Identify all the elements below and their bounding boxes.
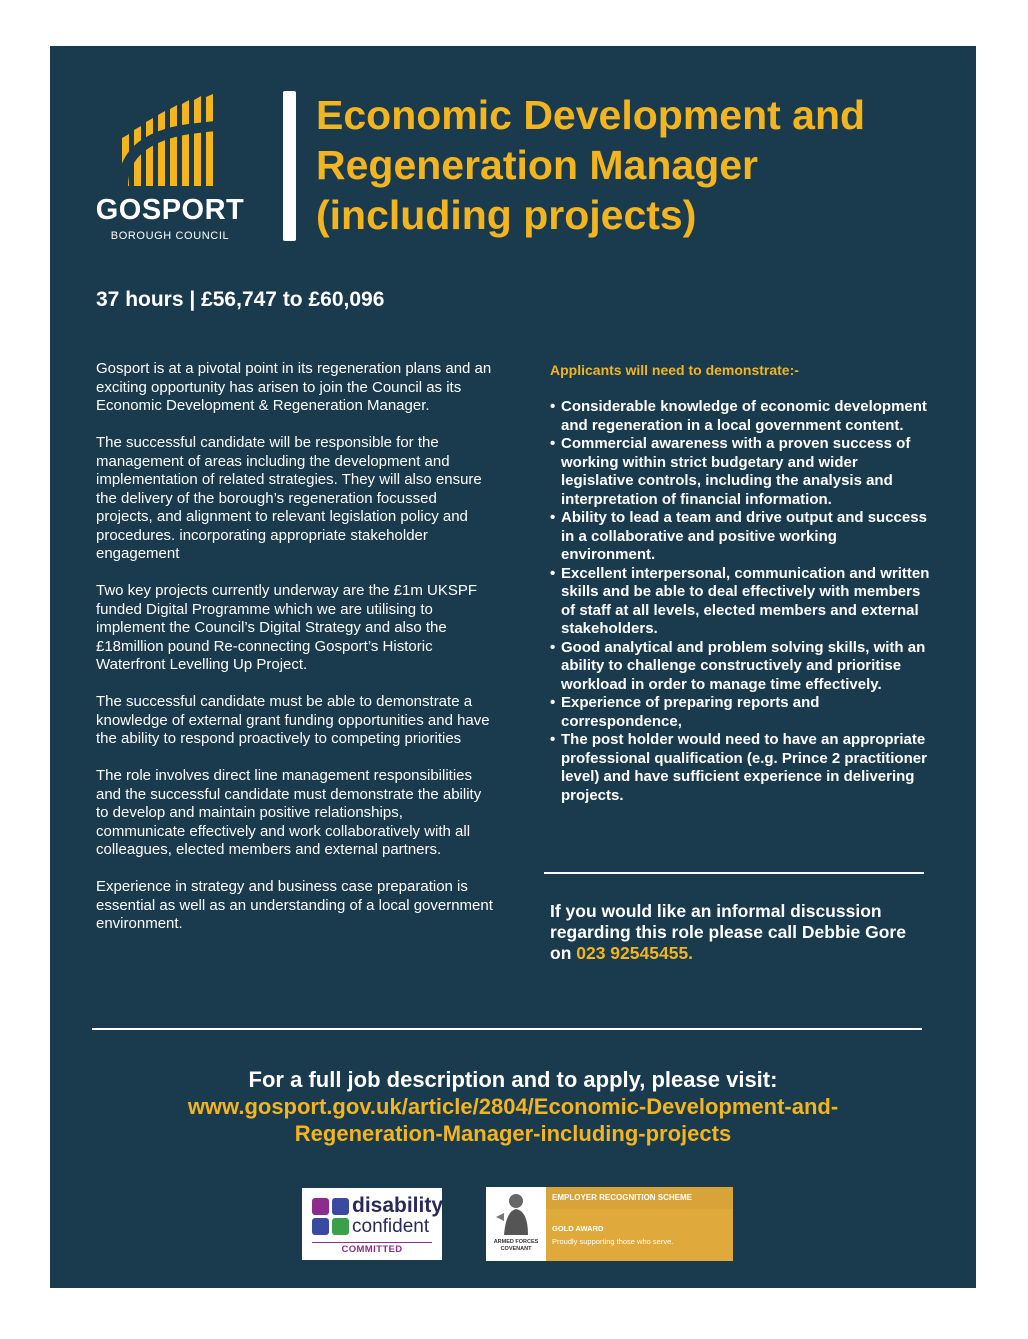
hours-salary: 37 hours | £56,747 to £60,096 bbox=[96, 288, 385, 311]
disability-badge-line3: COMMITTED bbox=[312, 1242, 432, 1256]
armed-forces-covenant-text: ARMED FORCES COVENANT bbox=[493, 1239, 539, 1252]
disability-badge-line2: confident bbox=[352, 1216, 430, 1237]
title-divider bbox=[283, 91, 296, 241]
job-title-line: Regeneration Manager bbox=[316, 142, 758, 188]
logo-name: GOSPORT bbox=[95, 194, 245, 226]
intro-column bbox=[96, 360, 496, 952]
job-title bbox=[316, 90, 956, 240]
requirement-item: • Experience of preparing reports and correspondence, bbox=[550, 694, 930, 731]
disability-confident-icon bbox=[312, 1198, 352, 1236]
logo-subtitle: BOROUGH COUNCIL bbox=[110, 230, 230, 242]
job-title-line: (including projects) bbox=[316, 192, 697, 238]
job-advert-panel bbox=[50, 46, 976, 1288]
requirement-item: • Excellent interpersonal, communication and written skills and be able to deal effectively with members of staff at all levels, elected members and external stakeholders. bbox=[550, 565, 930, 639]
contact-phone[interactable]: 023 92545455. bbox=[576, 943, 694, 963]
armed-forces-award: GOLD AWARD bbox=[552, 1224, 604, 1233]
divider-full bbox=[92, 1028, 922, 1030]
requirement-item: • Good analytical and problem solving skills, with an ability to challenge constructively and prioritise workload in order to manage time effectively. bbox=[550, 639, 930, 695]
apply-url-line[interactable]: Regeneration-Manager-including-projects bbox=[294, 1121, 732, 1146]
armed-forces-crest bbox=[486, 1187, 546, 1261]
intro-paragraph: Two key projects currently underway are the £1m UKSPF funded Digital Programme which we are utilising to implement the Council’s Digital Strategy and also the £18million pound Re-connecting Gosport’s Historic Waterfront Levelling Up Project. bbox=[96, 582, 477, 673]
lion-crest-icon bbox=[486, 1187, 546, 1239]
job-title-line: Economic Development and bbox=[316, 92, 866, 138]
apply-label: For a full job description and to apply, please visit: bbox=[248, 1067, 778, 1092]
requirement-item: • Commercial awareness with a proven success of working within strict budgetary and wider legislative controls, including the analysis and interpretation of financial information. bbox=[550, 435, 930, 509]
intro-paragraph: The successful candidate must be able to demonstrate a knowledge of external grant funding opportunities and have the ability to respond proactively to competing priorities bbox=[96, 693, 490, 747]
armed-forces-badge bbox=[486, 1187, 733, 1261]
disability-confident-badge bbox=[302, 1188, 442, 1260]
requirement-item: • Considerable knowledge of economic development and regeneration in a local government content. bbox=[550, 398, 930, 435]
apply-section bbox=[70, 1066, 956, 1147]
intro-paragraph: The role involves direct line management responsibilities and the successful candidate must demonstrate the ability to develop and maintain positive relationships, communicate effectively and work collaboratively with all colleagues, elected members and external partners. bbox=[96, 767, 482, 858]
contact-text: If you would like an informal discussion regarding this role please call Debbie Gore on bbox=[550, 901, 906, 963]
armed-forces-tagline: Proudly supporting those who serve. bbox=[552, 1237, 674, 1246]
apply-url-line[interactable]: www.gosport.gov.uk/article/2804/Economic-Development-and- bbox=[187, 1094, 839, 1119]
requirements-column bbox=[550, 362, 930, 805]
intro-paragraph: The successful candidate will be responsible for the management of areas including the development and implementation of related strategies. They will also ensure the delivery of the borough’s regeneration focussed projects, and alignment to relevant legislation policy and procedures. incorporating appropriate stakeholder engagement bbox=[96, 434, 482, 562]
divider-right bbox=[544, 872, 924, 874]
contact-note bbox=[550, 901, 930, 964]
armed-forces-header: EMPLOYER RECOGNITION SCHEME bbox=[546, 1187, 733, 1209]
intro-paragraph: Experience in strategy and business case preparation is essential as well as an understanding of a local government environment. bbox=[96, 878, 493, 932]
requirements-heading: Applicants will need to demonstrate:- bbox=[550, 362, 799, 378]
requirements-list bbox=[550, 398, 930, 805]
disability-badge-line1: disability bbox=[352, 1194, 444, 1217]
requirement-item: • The post holder would need to have an appropriate professional qualification (e.g. Prince 2 practitioner level) and have sufficient experience in delivering projects. bbox=[550, 731, 930, 805]
intro-paragraph: Gosport is at a pivotal point in its regeneration plans and an exciting opportunity has arisen to join the Council as its Economic Development & Regeneration Manager. bbox=[96, 360, 492, 414]
gosport-arches-icon bbox=[118, 94, 224, 186]
gosport-logo bbox=[90, 94, 250, 244]
requirement-item: • Ability to lead a team and drive output and success in a collaborative and positive working environment. bbox=[550, 509, 930, 565]
